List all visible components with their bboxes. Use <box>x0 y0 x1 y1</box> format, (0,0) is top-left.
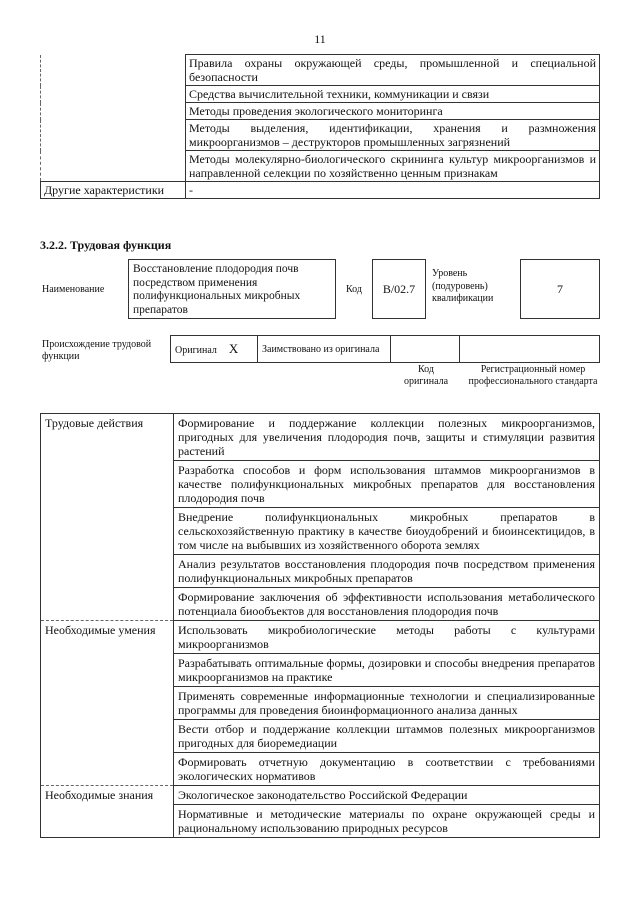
qualification-level: 7 <box>520 259 600 319</box>
group-label-cont <box>41 687 174 720</box>
table-row <box>41 151 600 182</box>
characteristics-table <box>40 54 600 199</box>
group-label-cont <box>41 508 174 555</box>
table-row <box>41 508 600 555</box>
table-row <box>41 720 600 753</box>
group-item: Экологическое законодательство Российской Федерации <box>174 786 600 805</box>
row-text: Правила охраны окружающей среды, промышленной и специальной безопасности <box>186 55 600 86</box>
group-label-cont <box>41 654 174 687</box>
group-item: Использовать микробиологические методы работы с культурами микроорганизмов <box>174 621 600 654</box>
function-name: Восстановление плодородия почв посредством применения полифункциональных микробных препаратов <box>128 259 336 319</box>
group-label-cont <box>41 720 174 753</box>
name-label: Наименование <box>42 284 105 295</box>
origin-table <box>170 335 600 363</box>
table-row <box>41 654 600 687</box>
table-row <box>41 461 600 508</box>
borrowed-label: Заимствовано из оригинала <box>258 336 391 363</box>
group-item: Вести отбор и поддержание коллекции штаммов полезных микроорганизмов пригодных для биоремедиации <box>174 720 600 753</box>
row-text: Методы выделения, идентификации, хранения и размножения микроорганизмов – деструкторов промышленных загрязнений <box>186 120 600 151</box>
function-details-table <box>40 413 600 838</box>
group-label-cont <box>41 461 174 508</box>
row-text: Методы молекулярно-биологического скрининга культур микроорганизмов и направленной селекции по хозяйственно ценным признакам <box>186 151 600 182</box>
group-label-cont <box>41 753 174 786</box>
table-row <box>41 588 600 621</box>
original-label: Оригинал <box>175 344 217 356</box>
group-item: Нормативные и методические материалы по охране окружающей среды и рациональному использованию природных ресурсов <box>174 805 600 838</box>
level-label-line: (подуровень) <box>432 280 488 292</box>
row-text: Средства вычислительной техники, коммуникации и связи <box>186 86 600 103</box>
table-row <box>41 182 600 199</box>
group-label: Необходимые знания <box>41 786 174 805</box>
table-row <box>41 103 600 120</box>
reg-number-caption: Регистрационный номер профессионального стандарта <box>468 364 598 387</box>
table-row <box>41 805 600 838</box>
row-label <box>41 120 186 151</box>
original-code-cell <box>391 336 460 363</box>
group-label-cont <box>41 805 174 838</box>
table-row <box>41 753 600 786</box>
table-row <box>41 120 600 151</box>
group-item: Анализ результатов восстановления плодородия почв посредством применения полифункциональных микробных препаратов <box>174 555 600 588</box>
page-number: 11 <box>314 32 326 46</box>
table-row <box>41 414 600 461</box>
group-item: Разрабатывать оптимальные формы, дозировки и способы внедрения препаратов микроорганизмов на практике <box>174 654 600 687</box>
table-row <box>41 786 600 805</box>
group-item: Формирование и поддержание коллекции полезных микроорганизмов, пригодных для увеличения плодородия почв, защиты и стимуляции развития растений <box>174 414 600 461</box>
table-row <box>41 555 600 588</box>
row-label <box>41 55 186 86</box>
level-label-line: Уровень <box>432 268 468 279</box>
level-label-line: квалификации <box>432 293 494 304</box>
original-cell <box>171 336 258 363</box>
group-item: Разработка способов и форм использования штаммов микроорганизмов в качестве полифункциональных микробных препаратов для восстановления плодородия почв <box>174 461 600 508</box>
table-row <box>41 86 600 103</box>
row-label: Другие характеристики <box>41 182 186 199</box>
reg-number-cell <box>460 336 600 363</box>
row-label <box>41 151 186 182</box>
group-label: Трудовые действия <box>41 414 174 461</box>
row-label <box>41 103 186 120</box>
group-item: Формирование заключения об эффективности использования метаболического потенциала биообъектов для восстановления плодородия почв <box>174 588 600 621</box>
table-row <box>171 336 600 363</box>
original-code-caption: Код оригинала <box>403 364 449 387</box>
origin-label: Происхождение трудовой функции <box>42 339 152 362</box>
original-mark: X <box>228 340 239 356</box>
group-item: Внедрение полифункциональных микробных препаратов в сельскохозяйственную практику в качестве биоудобрений и биоинсектицидов, в том числе на выбывших из хозяйственного оборота землях <box>174 508 600 555</box>
group-label-cont <box>41 555 174 588</box>
table-row <box>41 55 600 86</box>
group-label-cont <box>41 588 174 621</box>
code-label: Код <box>346 284 362 295</box>
function-code: B/02.7 <box>372 259 426 319</box>
group-item: Формировать отчетную документацию в соответствии с требованиями экологических нормативов <box>174 753 600 786</box>
group-label: Необходимые умения <box>41 621 174 654</box>
table-row <box>41 687 600 720</box>
row-label <box>41 86 186 103</box>
table-row <box>41 621 600 654</box>
level-label <box>432 268 493 306</box>
section-title: 3.2.2. Трудовая функция <box>40 238 172 252</box>
row-text: Методы проведения экологического мониторинга <box>186 103 600 120</box>
row-text: - <box>186 182 600 199</box>
group-item: Применять современные информационные технологии и специализированные программы для проведения биоинформационного анализа данных <box>174 687 600 720</box>
